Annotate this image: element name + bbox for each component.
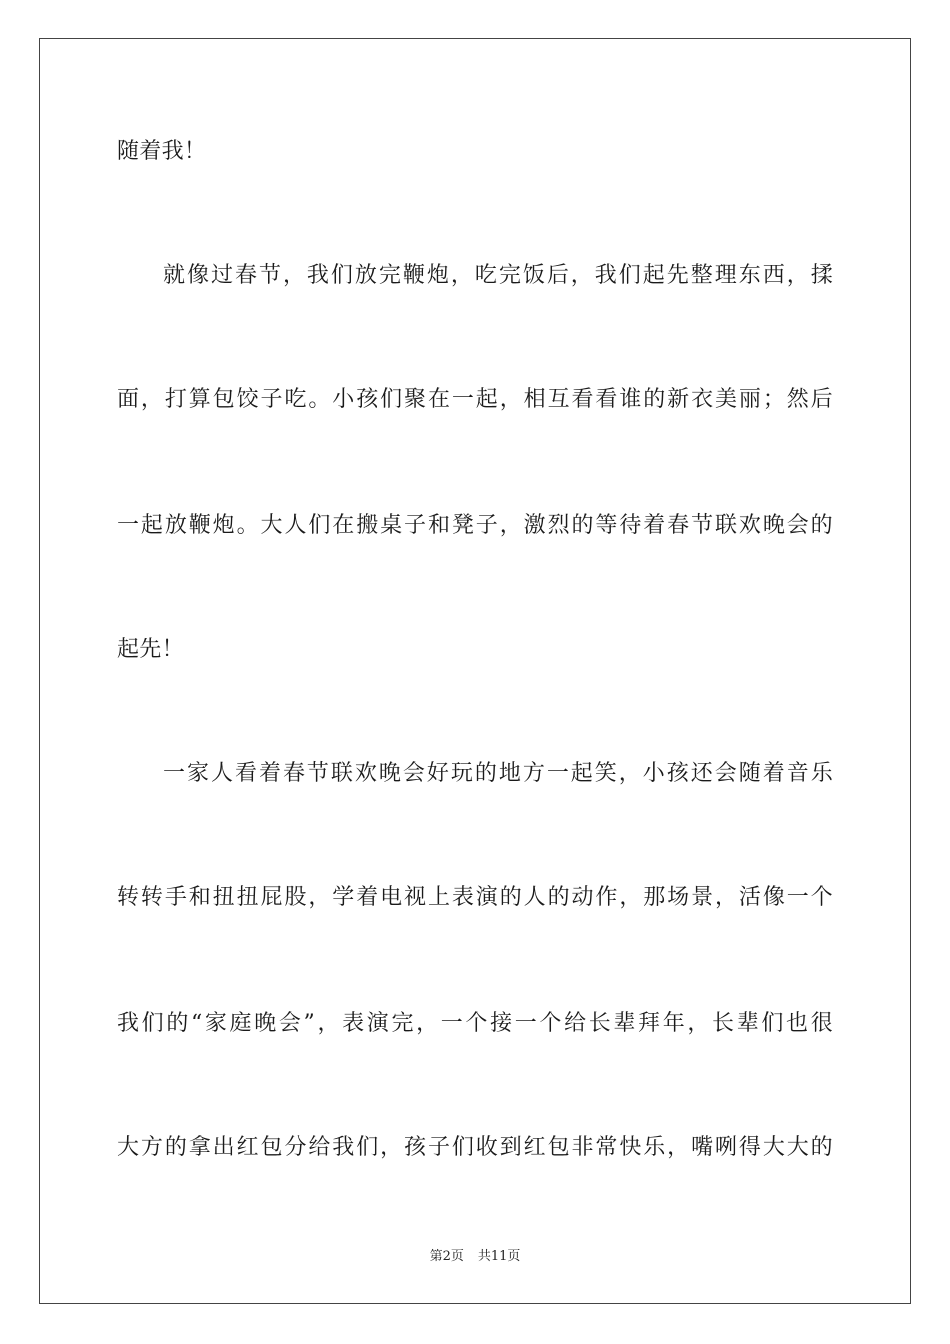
paragraph-line: 一家人看着春节联欢晚会好玩的地方一起笑，小孩还会随着音乐 xyxy=(163,761,833,786)
paragraph-line: 我们的“家庭晚会”，表演完，一个接一个给长辈拜年，长辈们也很 xyxy=(117,1011,833,1036)
paragraph-line: 大方的拿出红包分给我们，孩子们收到红包非常快乐，嘴咧得大大的 xyxy=(117,1135,833,1160)
paragraph-line: 随着我！ xyxy=(117,139,207,164)
page-number: 第2页 xyxy=(429,1249,464,1264)
page-footer xyxy=(0,1248,950,1266)
page-border xyxy=(39,38,911,1304)
paragraph-line: 就像过春节，我们放完鞭炮，吃完饭后，我们起先整理东西，揉 xyxy=(163,263,833,288)
paragraph-line: 转转手和扭扭屁股，学着电视上表演的人的动作，那场景，活像一个 xyxy=(117,885,833,910)
page-total: 共11页 xyxy=(477,1249,521,1264)
paragraph-line: 面，打算包饺子吃。小孩们聚在一起，相互看看谁的新衣美丽；然后 xyxy=(117,387,833,412)
paragraph-line: 起先！ xyxy=(117,637,184,662)
paragraph-line: 一起放鞭炮。大人们在搬桌子和凳子，激烈的等待着春节联欢晚会的 xyxy=(117,513,833,538)
